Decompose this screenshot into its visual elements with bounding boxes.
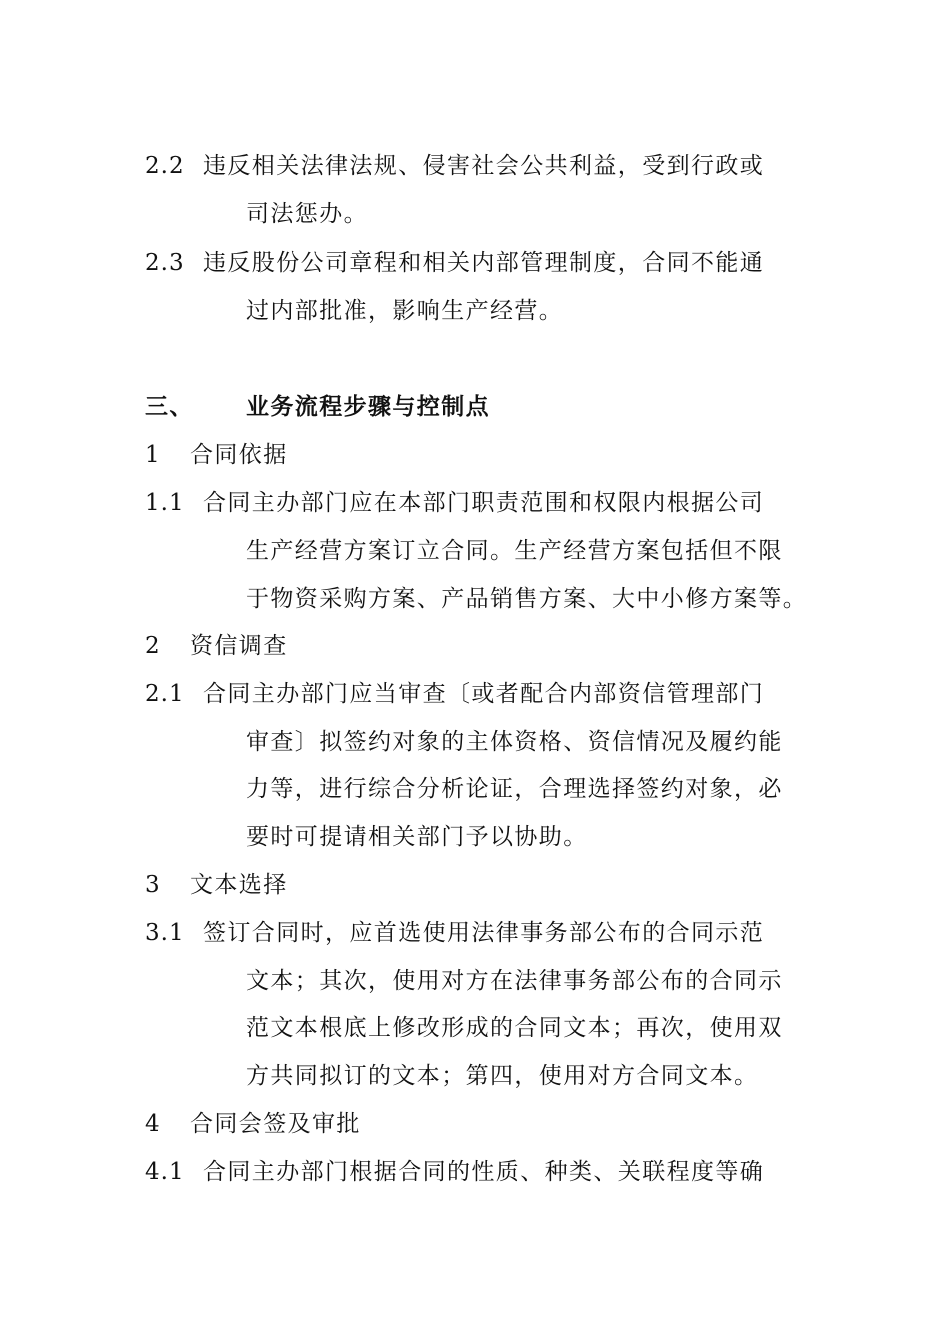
item-4-1-line-1: 合同主办部门根据合同的性质、种类、关联程度等确 [203,1159,765,1185]
item-2-1-line-3: 力等，进行综合分析论证，合理选择签约对象，必 [246,776,783,802]
item-3-1-line-1: 签订合同时，应首选使用法律事务部公布的合同示范 [203,920,765,946]
item-2-3-line-1: 违反股份公司章程和相关内部管理制度，合同不能通 [203,250,765,276]
section-3-title: 业务流程步骤与控制点 [246,394,490,420]
subsection-1-number: 1 [145,442,161,468]
section-3-number: 三、 [145,394,194,420]
item-2-1-line-4: 要时可提请相关部门予以协助。 [246,824,588,850]
subsection-1-title: 合同依据 [190,442,288,468]
item-number-3-1: 3.1 [145,920,185,946]
item-2-1-line-1: 合同主办部门应当审查〔或者配合内部资信管理部门 [203,681,765,707]
item-3-1-line-2: 文本；其次，使用对方在法律事务部公布的合同示 [246,968,783,994]
item-number-4-1: 4.1 [145,1159,185,1185]
item-number-2-1: 2.1 [145,681,185,707]
item-1-1-line-3: 于物资采购方案、产品销售方案、大中小修方案等。 [246,586,808,612]
item-number-1-1: 1.1 [145,490,185,516]
item-2-2-line-1: 违反相关法律法规、侵害社会公共利益，受到行政或 [203,153,765,179]
item-3-1-line-4: 方共同拟订的文本；第四，使用对方合同文本。 [246,1063,759,1089]
item-number-2-2: 2.2 [145,153,185,179]
item-3-1-line-3: 范文本根底上修改形成的合同文本；再次，使用双 [246,1015,783,1041]
subsection-2-title: 资信调查 [190,633,288,659]
subsection-3-number: 3 [145,872,161,898]
subsection-4-title: 合同会签及审批 [190,1111,361,1137]
subsection-2-number: 2 [145,633,161,659]
item-2-2-line-2: 司法惩办。 [246,201,368,227]
item-number-2-3: 2.3 [145,250,185,276]
item-2-1-line-2: 审查〕拟签约对象的主体资格、资信情况及履约能 [246,729,783,755]
item-1-1-line-1: 合同主办部门应在本部门职责范围和权限内根据公司 [203,490,765,516]
item-1-1-line-2: 生产经营方案订立合同。生产经营方案包括但不限 [246,538,783,564]
item-2-3-line-2: 过内部批准，影响生产经营。 [246,298,564,324]
subsection-3-title: 文本选择 [190,872,288,898]
subsection-4-number: 4 [145,1111,161,1137]
